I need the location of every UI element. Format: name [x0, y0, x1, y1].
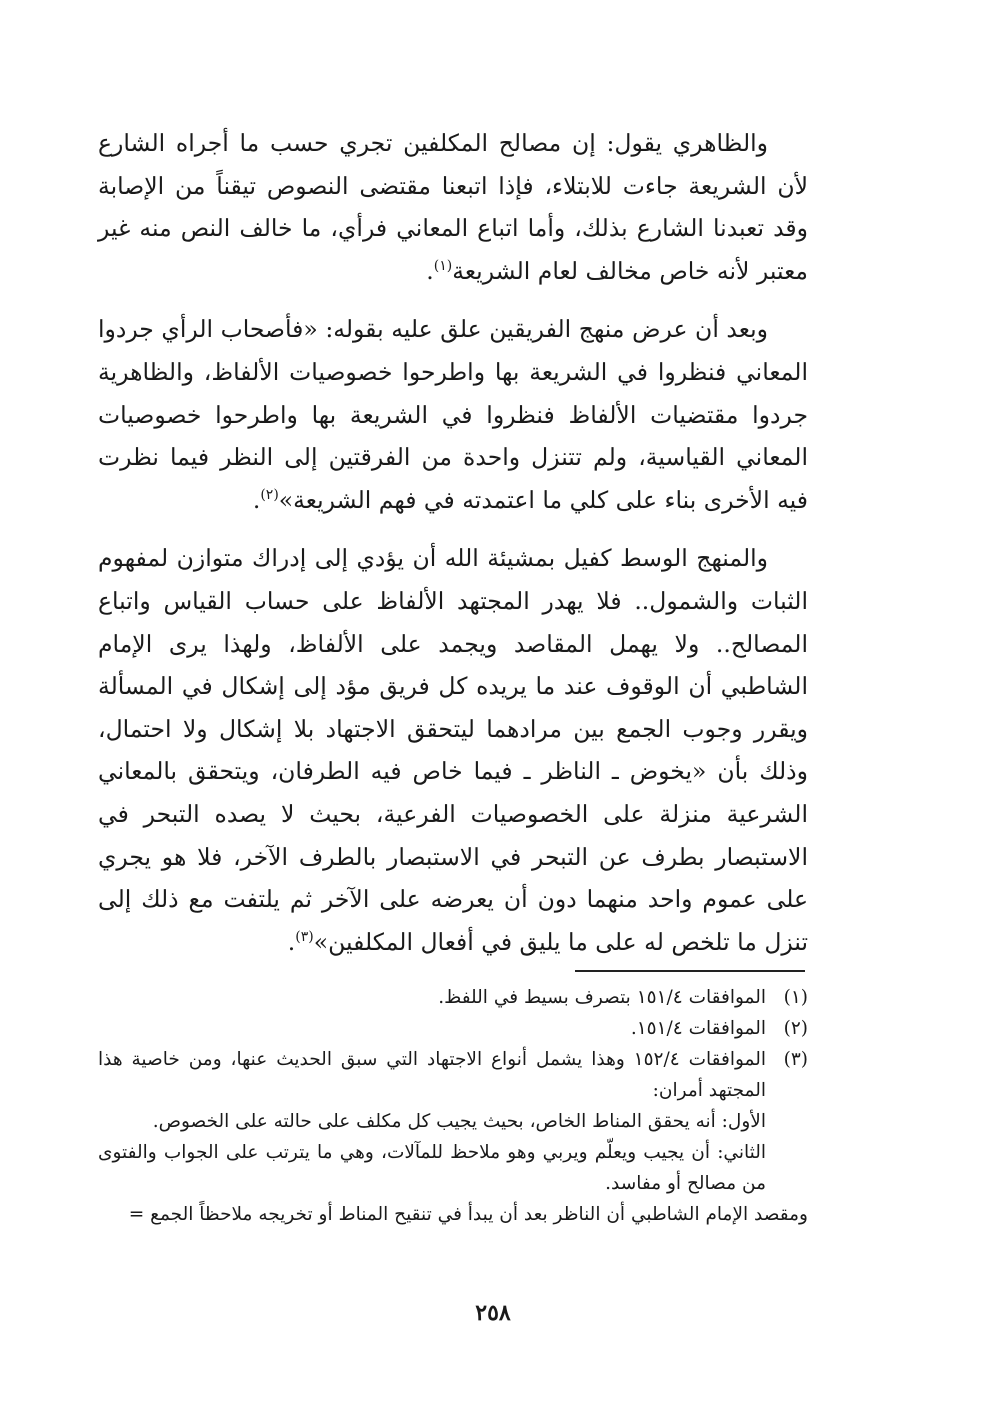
footnote-separator [575, 970, 805, 972]
footnote-3 [98, 1044, 808, 1106]
footnote-1-text: الموافقات ١٥١/٤ بتصرف بسيط في اللفظ. [438, 987, 766, 1008]
main-text [98, 122, 808, 979]
page-number: ٢٥٨ [475, 1300, 511, 1326]
footnote-ref-3[interactable]: (٣) [295, 928, 314, 945]
paragraph-1 [98, 122, 808, 292]
paragraph-2 [98, 308, 808, 521]
footnote-3-point-2: الثاني: أن يجيب ويعلّم ويربي وهو ملاحظ للمآلات، وهي ما يترتب على الجواب والفتوى من مصالح أو مفاسد. [98, 1142, 766, 1194]
footnote-2 [98, 1013, 808, 1044]
paragraph-2-text: وبعد أن عرض منهج الفريقين علق عليه بقوله: «فأصحاب الرأي جردوا المعاني فنظروا في الشريعة بها واطرحوا خصوصيات الألفاظ، والظاهرية جردوا مقتضيات الألفاظ فنظروا في الشريعة بها واطرحوا خصوصيات المعاني القياسية، ولم تتنزل واحدة من الفرقتين إلى النظر فيما نظرت فيه الأخرى بناء على كلي ما اعتمدته في فهم الشريعة» [98, 315, 808, 514]
footnote-3-number: (٣) [783, 1049, 808, 1070]
paragraph-3 [98, 537, 808, 963]
paragraph-3-text: والمنهج الوسط كفيل بمشيئة الله أن يؤدي إلى إدراك متوازن لمفهوم الثبات والشمول.. فلا يهدر المجتهد الألفاظ على حساب القياس واتباع المصالح.. ولا يهمل المقاصد ويجمد على الألفاظ، ولهذا يرى الإمام الشاطبي أن الوقوف عند ما يريده كل فريق مؤد إلى إشكال في المسألة ويقرر وجوب الجمع بين مرادهما ليتحقق الاجتهاد بلا إشكال ولا احتمال، وذلك بأن «يخوض ـ الناظر ـ فيما خاص فيه الطرفان، ويتحقق بالمعاني الشرعية منزلة على الخصوصيات الفرعية، بحيث لا يصده التبحر في الاستبصار بطرف عن التبحر في الاستبصار بالطرف الآخر، فلا هو يجري على عموم واحد منهما دون أن يعرضه على الآخر ثم يلتفت مع ذلك إلى تنزل ما تلخص له على ما يليق في أفعال المكلفين» [98, 544, 808, 956]
footnote-1-number: (١) [783, 987, 808, 1008]
paragraph-3-end: . [287, 927, 296, 956]
footnote-2-number: (٢) [783, 1018, 808, 1039]
paragraph-1-end: . [426, 256, 434, 285]
footnotes [98, 982, 808, 1230]
footnote-ref-2[interactable]: (٢) [260, 486, 279, 503]
footnote-3-text: الموافقات ١٥٢/٤ وهذا يشمل أنواع الاجتهاد التي سبق الحديث عنها، ومن خاصية هذا المجتهد أمران: [98, 1049, 766, 1101]
paragraph-2-end: . [252, 485, 261, 514]
paragraph-1-text: والظاهري يقول: إن مصالح المكلفين تجري حسب ما أجراه الشارع لأن الشريعة جاءت للابتلاء، فإذا اتبعنا مقتضى النصوص تيقناً من الإصابة وقد تعبدنا الشارع بذلك، وأما اتباع المعاني فرأي، ما خالف النص منه غير معتبر لأنه خاص مخالف لعام الشريعة [98, 129, 808, 285]
footnote-2-text: الموافقات ١٥١/٤. [630, 1018, 766, 1039]
footnote-1 [98, 982, 808, 1013]
footnote-3-point-1: الأول: أنه يحقق المناط الخاص، بحيث يجيب كل مكلف على حالته على الخصوص. [152, 1111, 766, 1132]
footnote-ref-1[interactable]: (١) [433, 257, 453, 274]
footnote-3-continued: ومقصد الإمام الشاطبي أن الناظر بعد أن يبدأ في تنقيح المناط أو تخريجه ملاحظاً الجمع = [128, 1204, 808, 1225]
